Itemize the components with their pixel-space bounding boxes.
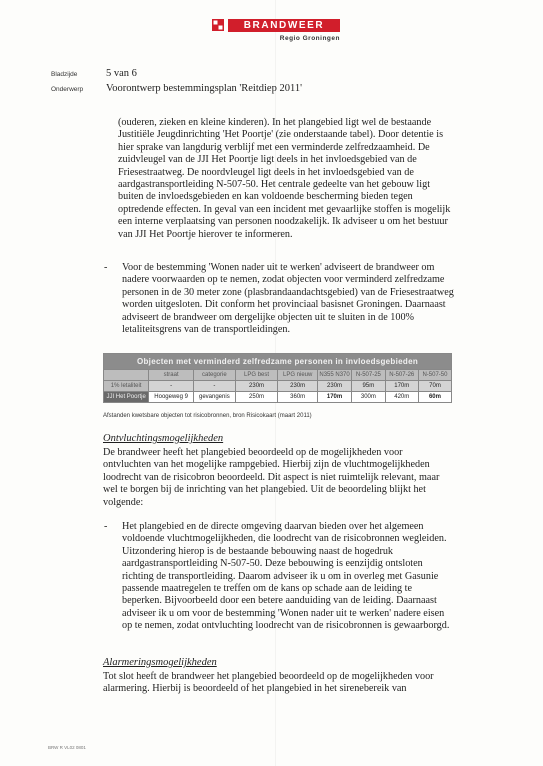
table-header-cell: LPG best — [235, 370, 278, 381]
table-cell: JJI Het Poortje — [104, 392, 149, 403]
section-paragraph-ontvluchting: De brandweer heeft het plangebied beoordeeld op de mogelijkheden voor ontvluchten van het mogelijke rampgebied. Hierbij zijn de vluchtmogelijkheden loodrecht van de risicobron beoordeeld. Dit aspect is niet ruimtelijk relevant, maar wel te borgen bij de inrichting van het plangebied. Uit de beoordeling blijkt het volgende: — [103, 447, 440, 508]
table-cell: 170m — [385, 381, 418, 392]
intro-paragraph — [118, 117, 454, 241]
table-cell: 1% letaliteit — [104, 381, 149, 392]
footer-code: BRW R VL02 0801 — [48, 745, 86, 750]
bullet-marker: - — [104, 521, 108, 532]
bullet-text-vluchtmogelijkheden: Het plangebied en de directe omgeving daarvan bieden over het algemeen voldoende vluchtmogelijkheden, die loodrecht van de risicobronnen wegleiden. Uitzondering hierop is de bestaande bebouwing naast de hogedruk aardgastransportleiding N-507-50. Deze bebouwing is eenzijdig ontsloten richting de transportleiding. Daarom adviseer ik u om in overleg met Gasunie passende maatregelen te treffen om de kans op schade aan de leiding te beperken. Bijvoorbeeld door een betere aanduiding van de leiding. Daarnaast adviseer ik u om voor de bestemming 'Wonen nader uit te werken' nadere eisen op te nemen, zodat ontvluchting loodrecht van de risicobronnen is gewaarborgd. — [122, 521, 450, 632]
logo-region: Regio Groningen — [279, 35, 340, 42]
subject-label: Onderwerp — [51, 86, 84, 93]
table-cell: 95m — [352, 381, 385, 392]
table-header-row — [104, 370, 452, 381]
section-heading-alarmering: Alarmeringsmogelijkheden — [103, 657, 217, 668]
table-title: Objecten met verminderd zelfredzame personen in invloedsgebieden — [104, 354, 452, 370]
table-cell: 230m — [235, 381, 278, 392]
table-cell: 230m — [278, 381, 317, 392]
objects-table — [103, 353, 452, 403]
table-cell: 170m — [317, 392, 351, 403]
table-row — [104, 381, 452, 392]
section-paragraph-alarmering: Tot slot heeft de brandweer het plangebied beoordeeld op de mogelijkheden voor alarmering. Hierbij is beoordeeld of het plangebied in het sirenebereik van — [103, 671, 434, 695]
intro-paragraph-text: (ouderen, zieken en kleine kinderen). In het plangebied ligt wel de bestaande Justitiële Jeugdinrichting 'Het Poortje' (zie onderstaande tabel). Door detentie is hier sprake van langdurig verblijf met een verminderde zelfredzaamheid. De zuidvleugel van de JJI Het Poortje ligt deels in het invloedsgebied van de Friesestraatweg. De noordvleugel ligt deels in het invloedsgebied van de aardgastransportleiding N-507-50. Het centrale gedeelte van het gebouw ligt buiten de invloedsgebieden en kan voldoende bescherming bieden tegen optredende effecten. In geval van een incident met gevaarlijke stoffen is mogelijk een interne verplaatsing van personen noodzakelijk. Ik adviseer u om het bestuur van JJI Het Poortje hierover te informeren. — [118, 117, 451, 240]
table-cell: 360m — [278, 392, 317, 403]
table-header-cell — [104, 370, 149, 381]
table-header-cell: N-507-50 — [418, 370, 451, 381]
table-cell: gevangenis — [194, 392, 236, 403]
page-label: Bladzijde — [51, 71, 78, 78]
page-number: 5 van 6 — [106, 68, 137, 79]
logo-emblem-icon — [212, 19, 224, 31]
section-heading-ontvluchting: Ontvluchtingsmogelijkheden — [103, 433, 224, 444]
brandweer-logo — [212, 16, 340, 48]
table-caption: Afstanden kwetsbare objecten tot risicobronnen, bron Risicokaart (maart 2011) — [103, 413, 312, 419]
table-cell: 300m — [352, 392, 385, 403]
table-cell: 230m — [317, 381, 351, 392]
table-cell: Hoogeweg 9 — [149, 392, 194, 403]
table-cell: 420m — [385, 392, 418, 403]
table-cell: - — [149, 381, 194, 392]
table-header-cell: straat — [149, 370, 194, 381]
table-header-cell: categorie — [194, 370, 236, 381]
table-header-cell: N-507-25 — [352, 370, 385, 381]
table-row — [104, 392, 452, 403]
logo-name: BRANDWEER — [228, 19, 340, 32]
table-header-cell: LPG nieuw — [278, 370, 317, 381]
table-header-cell: N355 N370 — [317, 370, 351, 381]
table-cell: 250m — [235, 392, 278, 403]
table-cell: - — [194, 381, 236, 392]
subject-value: Voorontwerp bestemmingsplan 'Reitdiep 2011' — [106, 83, 302, 94]
bullet-marker: - — [104, 262, 108, 273]
table-header-cell: N-507-26 — [385, 370, 418, 381]
table-cell: 60m — [418, 392, 451, 403]
bullet-text-wonen: Voor de bestemming 'Wonen nader uit te werken' adviseert de brandweer om nadere voorwaarden op te nemen, zodat objecten voor verminderd zelfredzame personen in de 30 meter zone (plasbrandaandachtsgebied) van de Friesestraatweg worden uitgesloten. Dit conform het provinciaal basisnet Groningen. Daarnaast adviseert de brandweer om dergelijke objecten uit te sluiten in de 100% letaliteitsgrens van de transportleidingen. — [122, 262, 454, 336]
table-cell: 70m — [418, 381, 451, 392]
